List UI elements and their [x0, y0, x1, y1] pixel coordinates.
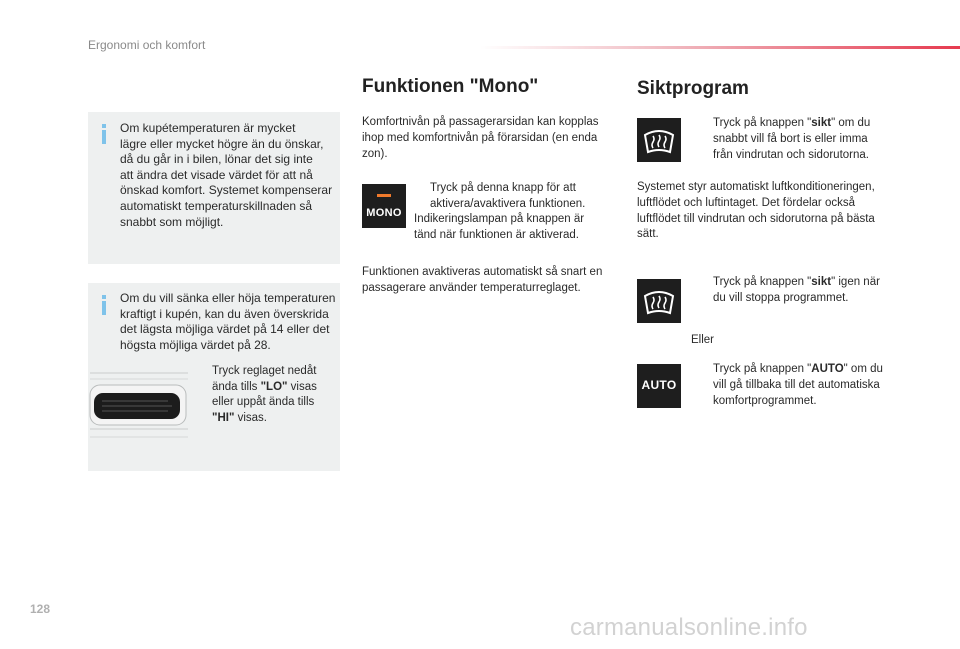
- note2-text: Om du vill sänka eller höja temperaturen kraftigt i kupén, kan du även överskrida det lägsta möjliga värdet på 14 eller det högsta möjliga värdet på 28.: [120, 291, 336, 352]
- section-header: Ergonomi och komfort: [88, 38, 206, 52]
- auto-step: Tryck på knappen "AUTO" om du vill gå tillbaka till det automatiska komfortprogrammet.: [713, 363, 883, 407]
- sikt-body: Systemet styr automatiskt luftkonditioneringen, luftflödet och luftintaget. Det fördelar också luftflödet till vindrutan och sidorutorna på bästa sätt.: [637, 181, 875, 241]
- note1-text: Om kupétemperaturen är mycket lägre eller mycket högre än du önskar, då du går in i bilen, lönar det sig inte att ändra det visade värdet för att nå önskad komfort. Systemet kompenserar automatiskt temperaturskillnaden så snabbt som möjligt.: [120, 121, 333, 229]
- temperature-slider-image: [88, 367, 190, 445]
- windscreen-defrost-icon: [637, 279, 681, 323]
- sikt-button-2[interactable]: [637, 279, 681, 323]
- mono-intro: Komfortnivån på passagerarsidan kan kopplas ihop med komfortnivån på förarsidan (en enda zon).: [362, 116, 599, 160]
- info-tip-icon: [102, 295, 107, 315]
- sikt-step-2: Tryck på knappen "sikt" igen när du vill stoppa programmet.: [713, 276, 880, 304]
- siktprogram-title: Siktprogram: [637, 78, 749, 99]
- watermark: carmanualsonline.info: [570, 614, 808, 641]
- mono-indicator-lamp: [377, 194, 391, 197]
- page-number: 128: [30, 602, 51, 616]
- info-note-1: [88, 112, 340, 264]
- mono-step: Tryck på denna knapp för att aktivera/avaktivera funktionen.: [430, 182, 586, 210]
- mono-outro: Funktionen avaktiveras automatiskt så snart en passagerare använder temperaturreglaget.: [362, 266, 603, 294]
- or-text: Eller: [691, 334, 715, 346]
- mono-button-label: MONO: [366, 207, 402, 219]
- auto-button[interactable]: [637, 364, 681, 408]
- sikt-button[interactable]: [637, 118, 681, 162]
- sikt-step-1: Tryck på knappen "sikt" om du snabbt vill få bort is eller imma från vindrutan och sidorutorna.: [713, 117, 871, 161]
- mono-button[interactable]: [362, 184, 406, 228]
- mono-step-extra: Indikeringslampan på knappen är tänd när funktionen är aktiverad.: [414, 213, 585, 241]
- info-tip-icon: [102, 124, 107, 144]
- auto-button-label: AUTO: [641, 378, 677, 392]
- windscreen-defrost-icon: [637, 118, 681, 162]
- note2-step-text: Tryck reglaget nedåt ända tills "LO" visas eller uppåt ända tills "HI" visas.: [212, 365, 317, 424]
- header-accent-line: [480, 46, 960, 49]
- mono-title: Funktionen "Mono": [362, 76, 539, 97]
